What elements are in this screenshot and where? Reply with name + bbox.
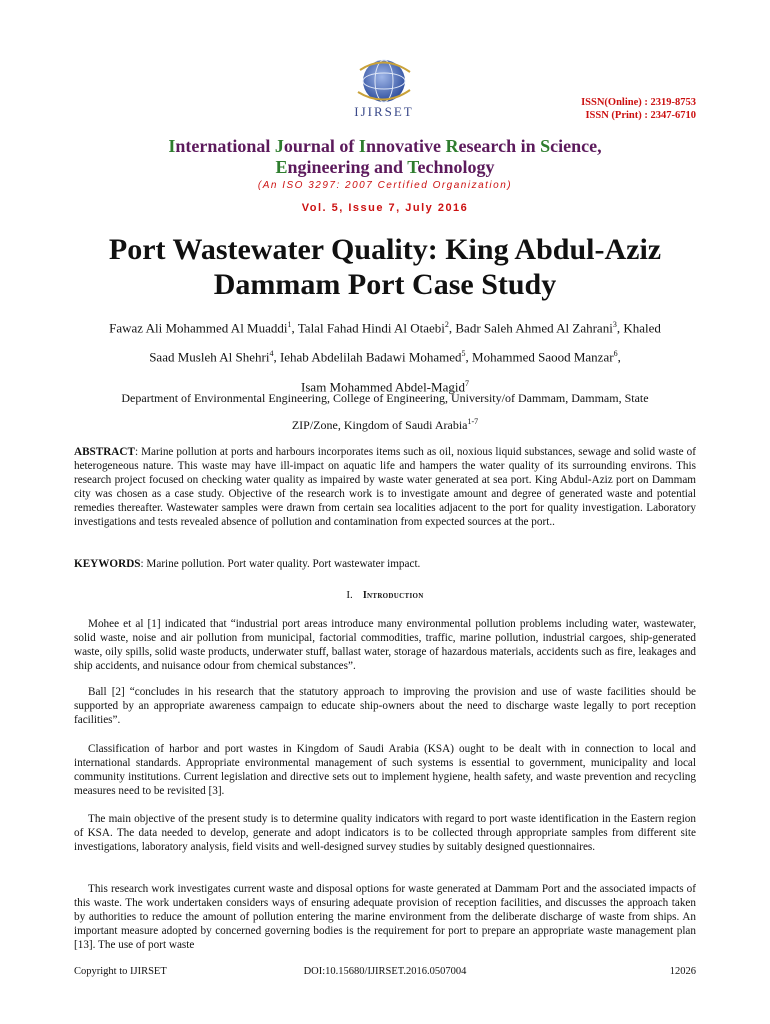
author-name-part: Saad Musleh Al Shehri bbox=[149, 349, 270, 365]
author-affiliation: 6 bbox=[613, 349, 618, 359]
iso-certification: (An ISO 3297: 2007 Certified Organization) bbox=[257, 180, 513, 191]
author-name: Talal Fahad Hindi Al Otaebi bbox=[297, 320, 445, 336]
author-affiliation: 7 bbox=[464, 378, 469, 388]
globe-logo-icon bbox=[338, 56, 430, 106]
section-title: Introduction bbox=[362, 590, 424, 601]
affiliation-location: ZIP/Zone, Kingdom of Saudi Arabia bbox=[291, 418, 468, 432]
author-name: Badr Saleh Ahmed Al Zahrani bbox=[455, 320, 613, 336]
journal-line-1: International Journal of Innovative Research in Science, bbox=[168, 136, 602, 156]
author-name-part: Khaled bbox=[623, 320, 661, 336]
author-line-2: Saad Musleh Al Shehri$^4$, Iehab Abdelilah Badawi Mohamed$^5$, Mohammed Saood Manzar$^6$, bbox=[149, 349, 621, 365]
keywords-label: KEYWORDS bbox=[74, 558, 141, 570]
issn-print: ISSN (Print) : 2347-6710 bbox=[585, 110, 696, 121]
section-heading bbox=[0, 589, 770, 601]
paragraph: Mohee et al [1] indicated that “industrial port areas introduce many environmental pollution problems including water, wastewater, solid waste, noise and air pollution from municipal, factorial commodities, traffic, marine pollution, industrial cargoes, ship-generated waste, oily spills, solid waste products, underwater stuff, ballast water, storage of hazardous materials, accidents such as fire, leakages and ship accidents, and nuisance odour from chemical substances”. bbox=[74, 618, 696, 672]
paragraph: The main objective of the present study is to determine quality indicators with regard to port waste identification in the Eastern region of KSA. The data needed to develop, generate and adopt indicators is to be collected through appropriate samples from different site investigations, laboratory analysis, field visits and well-designed survey studies by suitably designed questionnaires. bbox=[74, 813, 696, 853]
footer-doi: DOI:10.15680/IJIRSET.2016.0507004 bbox=[303, 966, 467, 977]
author-line-1: Fawaz Ali Mohammed Al Muaddi$^1$, Talal Fahad Hindi Al Otaebi$^2$, Badr Saleh Ahmed Al Zahrani$^3$, Khaled bbox=[109, 320, 661, 336]
journal-logo bbox=[338, 56, 430, 122]
volume-issue: Vol. 5, Issue 7, July 2016 bbox=[301, 202, 469, 214]
author-affiliation: 3 bbox=[612, 320, 617, 329]
logo-text: IJIRSET bbox=[354, 104, 414, 119]
author-name: Iehab Abdelilah Badawi Mohamed bbox=[279, 349, 462, 365]
journal-name bbox=[60, 136, 710, 178]
affiliation-line-2 bbox=[60, 410, 710, 437]
author-affiliation: 5 bbox=[461, 349, 466, 359]
title-line-1: Port Wastewater Quality: King Abdul-Aziz bbox=[108, 233, 662, 266]
paragraph: Classification of harbor and port wastes in Kingdom of Saudi Arabia (KSA) ought to be dealt with in connection to local and international standards. Appropriate environmental management of such systems is essential to government, municipality and local community institutions. Current legislation and directive sets out to implement hygiene, health safety, and waste prevention and recycling measures need to be revisited [3]. bbox=[74, 743, 696, 797]
abstract bbox=[74, 445, 696, 529]
author-name: Fawaz Ali Mohammed Al Muaddi bbox=[109, 320, 288, 336]
author-affiliation: 2 bbox=[444, 320, 449, 329]
abstract-text: : Marine pollution at ports and harbours incorporates items such as oil, noxious liquid substances, sewage and solid waste of heterogeneous nature. This waste may have ill-impact on aquatic life and hampers the water quality of its surrounding environs. This research project focused on checking water quality as impaired by waste water generated at sea port. King Abdul-Aziz port on Dammam city was chosen as a case study. Objective of the research work is to investigate amount and degree of generated waste and potential remedies thereafter. Wastewater samples were drawn from certain sea localities adjacent to the port for quality investigation. Laboratory investigations and tests revealed absence of pollution and contamination from expected sources at the port.. bbox=[74, 446, 696, 528]
author-affiliation: 1 bbox=[287, 320, 292, 329]
abstract-label: ABSTRACT bbox=[74, 446, 135, 458]
keywords bbox=[74, 557, 696, 571]
affiliation-sup: 1-7 bbox=[467, 417, 479, 426]
author-name: Mohammed Saood Manzar bbox=[472, 349, 614, 365]
author-name: Isam Mohammed Abdel-Magid bbox=[301, 378, 465, 394]
journal-line-2: Engineering and Technology bbox=[275, 157, 495, 177]
section-number: I. bbox=[346, 589, 353, 601]
paragraph: This research work investigates current waste and disposal options for waste generated at Dammam Port and the associated impacts of this waste. The work undertaken considers ways of ensuring adequate provision of reception facilities, and discusses the approach taken by authorities to reduce the amount of pollution entering the marine environment from the deliberate discharge of waste from ships. An important measure adopted by concerned governing bodies is the requirement for port to prepare an appropriate waste management plan [13]. The use of port waste bbox=[74, 883, 696, 951]
footer-copyright: Copyright to IJIRSET bbox=[74, 966, 167, 977]
issn-block bbox=[581, 96, 696, 122]
paragraph: Ball [2] “concludes in his research that the statutory approach to improving the provision and use of waste facilities should be supported by an appropriate awareness campaign to educate ship-owners about the need to discharge waste legally to port reception facilities”. bbox=[74, 686, 696, 726]
author-affiliation: 4 bbox=[269, 349, 274, 359]
affiliation bbox=[60, 386, 710, 437]
paper-title bbox=[60, 232, 710, 302]
title-line-2: Dammam Port Case Study bbox=[213, 268, 557, 301]
keywords-text: : Marine pollution. Port water quality. Port wastewater impact. bbox=[140, 558, 421, 570]
footer-page-number: 12026 bbox=[669, 966, 696, 977]
issn-online: ISSN(Online) : 2319-8753 bbox=[581, 97, 696, 108]
affiliation-line-1: Department of Environmental Engineering, College of Engineering, University/of Dammam, Dammam, State bbox=[121, 391, 649, 405]
